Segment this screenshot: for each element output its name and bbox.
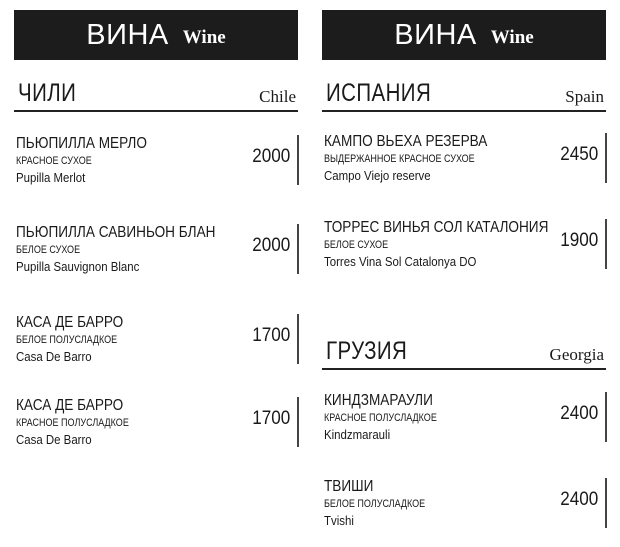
wine-latin-name: Campo Viejo reserve bbox=[324, 168, 431, 183]
wine-latin-name: Pupilla Merlot bbox=[16, 170, 86, 185]
wine-latin-name: Pupilla Sauvignon Blanc bbox=[16, 259, 140, 274]
wine-type: КРАСНОЕ СУХОЕ bbox=[16, 155, 92, 167]
section-title-ru: ГРУЗИЯ bbox=[326, 337, 408, 365]
divider bbox=[605, 478, 607, 528]
section-heading bbox=[14, 74, 298, 112]
wine-name: КАСА ДЕ БАРРО bbox=[16, 314, 124, 331]
wine-name: ПЬЮПИЛЛА САВИНЬОН БЛАН bbox=[16, 224, 216, 241]
header-title-en: Wine bbox=[182, 27, 226, 48]
header-title-ru: ВИНА bbox=[394, 18, 477, 51]
section-title-en: Spain bbox=[565, 87, 604, 106]
section-heading bbox=[322, 332, 606, 370]
wine-name: ТВИШИ bbox=[324, 478, 374, 495]
wine-name: ПЬЮПИЛЛА МЕРЛО bbox=[16, 135, 147, 152]
wine-price: 2400 bbox=[559, 403, 598, 424]
divider bbox=[297, 314, 299, 364]
menu-column-right bbox=[322, 0, 606, 547]
wine-price: 2450 bbox=[559, 144, 598, 165]
wine-latin-name: Kindzmarauli bbox=[324, 427, 391, 442]
header-title-ru: ВИНА bbox=[86, 18, 169, 51]
wine-latin-name: Casa De Barro bbox=[16, 432, 92, 447]
wine-name: КАМПО ВЬЕХА РЕЗЕРВА bbox=[324, 133, 488, 150]
section-chile bbox=[14, 74, 298, 112]
wine-name: КИНДЗМАРАУЛИ bbox=[324, 392, 433, 409]
divider bbox=[297, 397, 299, 447]
wine-latin-name: Tvishi bbox=[324, 513, 354, 528]
section-spain bbox=[322, 74, 606, 112]
wine-type: КРАСНОЕ ПОЛУСЛАДКОЕ bbox=[324, 412, 437, 424]
wine-price: 2000 bbox=[251, 235, 290, 256]
wine-latin-name: Torres Vina Sol Catalonya DO bbox=[324, 254, 477, 269]
divider bbox=[605, 133, 607, 183]
wine-type: ВЫДЕРЖАННОЕ КРАСНОЕ СУХОЕ bbox=[324, 153, 475, 165]
section-title-en: Chile bbox=[259, 87, 296, 106]
divider bbox=[605, 392, 607, 442]
wine-price: 1900 bbox=[559, 230, 598, 251]
wine-price: 2000 bbox=[251, 146, 290, 167]
wine-type: БЕЛОЕ СУХОЕ bbox=[324, 239, 389, 251]
divider bbox=[605, 219, 607, 269]
wine-price: 1700 bbox=[251, 325, 290, 346]
section-georgia bbox=[322, 332, 606, 370]
wine-name: ТОРРЕС ВИНЬЯ СОЛ КАТАЛОНИЯ bbox=[324, 219, 549, 236]
section-title-ru: ЧИЛИ bbox=[18, 79, 77, 107]
section-title-ru: ИСПАНИЯ bbox=[326, 79, 432, 107]
wine-type: БЕЛОЕ СУХОЕ bbox=[16, 244, 81, 256]
wine-price: 2400 bbox=[559, 489, 598, 510]
wine-header bbox=[322, 10, 606, 60]
wine-price: 1700 bbox=[251, 408, 290, 429]
divider bbox=[297, 224, 299, 274]
section-title-en: Georgia bbox=[549, 345, 604, 364]
menu-column-left bbox=[14, 0, 298, 547]
wine-type: БЕЛОЕ ПОЛУСЛАДКОЕ bbox=[16, 334, 118, 346]
header-title-en: Wine bbox=[490, 27, 534, 48]
wine-type: КРАСНОЕ ПОЛУСЛАДКОЕ bbox=[16, 417, 129, 429]
wine-header bbox=[14, 10, 298, 60]
wine-latin-name: Casa De Barro bbox=[16, 349, 92, 364]
wine-type: БЕЛОЕ ПОЛУСЛАДКОЕ bbox=[324, 498, 426, 510]
wine-name: КАСА ДЕ БАРРО bbox=[16, 397, 124, 414]
divider bbox=[297, 135, 299, 185]
section-heading bbox=[322, 74, 606, 112]
